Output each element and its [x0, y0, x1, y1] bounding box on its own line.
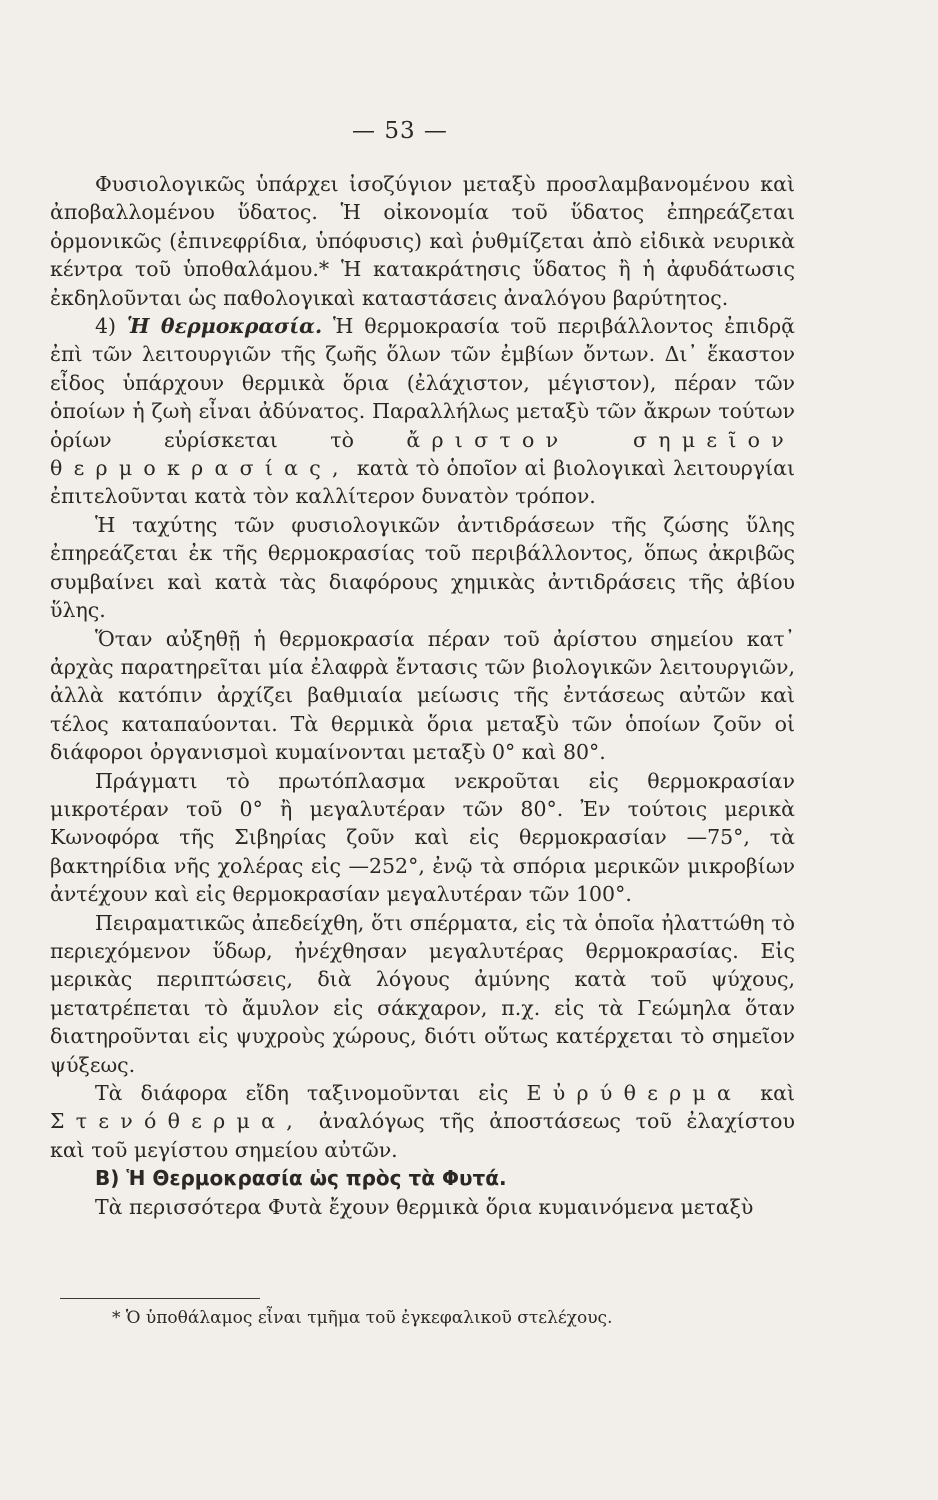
stenothermal-term: Στενόθερμα, [50, 1109, 304, 1134]
paragraph-protoplasm: Πράγματι τὸ πρωτόπλασμα νεκροῦται εἰς θερμοκρασίαν μικροτέραν τοῦ 0° ἢ μεγαλυτέραν τῶν 80°. Ἐν τούτοις μερικὰ Κωνοφόρα τῆς Σιβηρίας ζοῦν καὶ εἰς θερμοκρασίαν —75°, τὰ βακτηρίδια νῆς χολέρας εἰς —252°, ἐνῷ τὰ σπόρια μερικῶν μικροβίων ἀντέχουν καὶ εἰς θερμοκρασίαν μεγαλυτέραν τῶν 100°. [50, 768, 795, 907]
page-number: — 53 — [352, 118, 448, 144]
footnote-divider [60, 1298, 260, 1299]
paragraph-temperature-text-a: Ἡ θερμοκρασία τοῦ περιβάλλοντος ἐπιδρᾷ ἐπὶ τῶν λειτουργιῶν τῆς ζωῆς ὅλων τῶν ἐμβίων ὄντων. Δι᾽ ἕκαστον εἶδος ὑπάρχουν θερμικὰ ὅρια (ἐλάχιστον, μέγιστον), πέραν τῶν ὁποίων ἡ ζωὴ εἶναι ἀδύνατος. Παραλλήλως μεταξὺ τῶν ἄκρων τούτων ὁρίων εὑρίσκεται τὸ [50, 314, 795, 452]
paragraph-reaction-speed: Ἡ ταχύτης τῶν φυσιολογικῶν ἀντιδράσεων τῆς ζώσης ὕλης ἐπηρεάζεται ἐκ τῆς θερμοκρασίας τοῦ περιβάλλοντος, ὅπως ἀκριβῶς συμβαίνει καὶ κατὰ τὰς διαφόρους χημικὰς ἀντιδράσεις τῆς ἀβίου ὕλης. [50, 512, 795, 623]
classification-text-c: ἀναλόγως τῆς ἀποστάσεως τοῦ ἐλαχίστου καὶ τοῦ μεγίστου σημείου αὐτῶν. [50, 1109, 795, 1162]
paragraph-water-balance: Φυσιολογικῶς ὑπάρχει ἰσοζύγιον μεταξὺ προσλαμβανομένου καὶ ἀποβαλλομένου ὕδατος. Ἡ οἰκονομία τοῦ ὕδατος ἐπηρεάζεται ὁρμονικῶς (ἐπινεφρίδια, ὑπόφυσις) καὶ ῥυθμίζεται ἀπὸ εἰδικὰ νευρικὰ κέντρα τοῦ ὑποθαλάμου.* Ἡ κατακράτησις ὕδατος ἢ ἡ ἀφυδάτωσις ἐκδηλοῦνται ὡς παθολογικαὶ καταστάσεις ἀναλόγου βαρύτητος. [50, 172, 795, 310]
paragraph-plants: Τὰ περισσότερα Φυτὰ ἔχουν θερμικὰ ὅρια κυμαινόμενα μεταξὺ [95, 1194, 754, 1219]
paragraph-experiments: Πειραματικῶς ἀπεδείχθη, ὅτι σπέρματα, εἰς τὰ ὁποῖα ἠλαττώθη τὸ περιεχόμενον ὕδωρ, ἠνέχθησαν μεγαλυτέρας θερμοκρασίας. Εἰς μερικὰς περιπτώσεις, διὰ λόγους ἀμύνης κατὰ τοῦ ψύχους, μετατρέπεται τὸ ἄμυλον εἰς σάκχαρον, π.χ. εἰς τὰ Γεώμηλα ὅταν διατηροῦνται εἰς ψυχροὺς χώρους, διότι οὕτως κατέρχεται τὸ σημεῖον ψύξεως. [50, 910, 795, 1077]
optimum-point-term: ἄριστον σημεῖον θερμοκρασίας, [50, 427, 795, 481]
paragraph-temperature-increase: Ὅταν αὐξηθῇ ἡ θερμοκρασία πέραν τοῦ ἀρίστου σημείου κατ᾽ ἀρχὰς παρατηρεῖται μία ἐλαφρὰ ἔντασις τῶν βιολογικῶν λειτουργιῶν, ἀλλὰ κατόπιν ἀρχίζει βαθμιαία μείωσις τῆς ἐντάσεως αὐτῶν καὶ τέλος καταπαύονται. Τὰ θερμικὰ ὅρια μεταξὺ τῶν ὁποίων ζοῦν οἱ διάφοροι ὀργανισμοὶ κυμαίνονται μεταξὺ 0° καὶ 80°. [50, 626, 795, 765]
section-heading-temperature: Ἡ θερμοκρασία. [126, 314, 323, 339]
classification-text-a: Τὰ διάφορα εἴδη ταξινομοῦνται εἰς [95, 1081, 509, 1105]
paragraph-temperature [50, 312, 795, 511]
paragraph-classification [50, 1079, 795, 1164]
section-heading-plants: Β) Ἡ Θερμοκρασία ὡς πρὸς τὰ Φυτά. [95, 1166, 507, 1191]
main-text [50, 170, 795, 1221]
classification-text-b: καὶ [760, 1081, 795, 1105]
section-number: 4) [95, 314, 117, 339]
footnote: * Ὁ ὑποθάλαμος εἶναι τμῆμα τοῦ ἐγκεφαλικοῦ στελέχους. [112, 1308, 613, 1328]
paragraph-temperature-text-b: κατὰ τὸ ὁποῖον αἱ βιολογικαὶ λειτουργίαι ἐπιτελοῦνται κατὰ τὸν καλλίτερον δυνατὸν τρόπον. [50, 456, 795, 509]
eurythermal-term: Εὐρύθερμα [526, 1081, 743, 1105]
